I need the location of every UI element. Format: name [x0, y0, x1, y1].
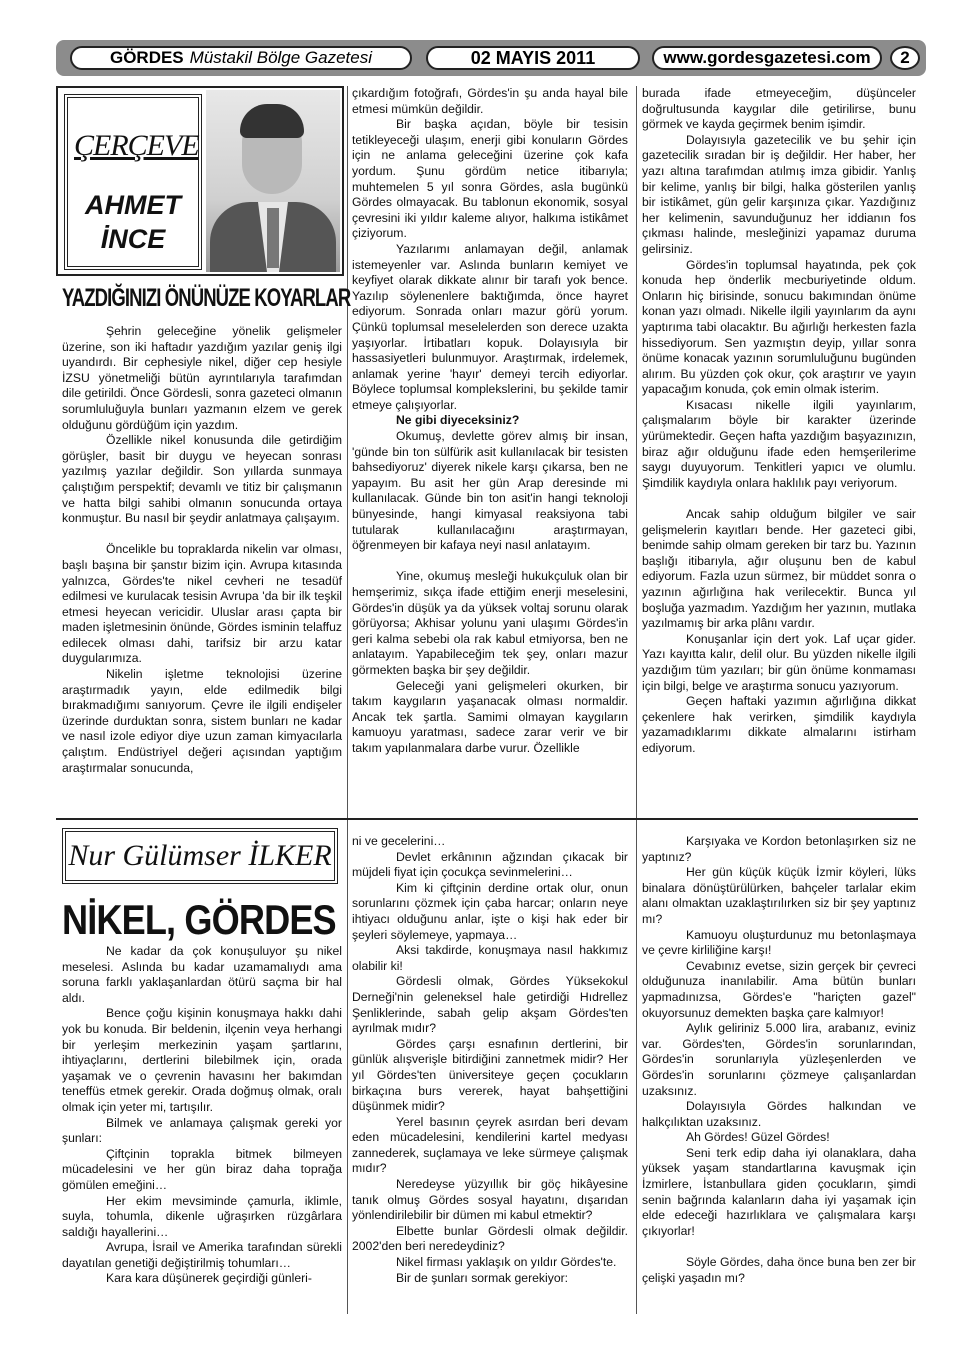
paragraph: çıkardığım fotoğrafı, Gördes'in şu anda hayal bile etmesi mümkün değildir.	[352, 86, 628, 116]
paragraph: Geçen haftaki yazımın ağırlığına dikkat çekenlere hak verirken, şimdilik kaydıyla yazamadıklarımı dikkate almalarını istirham ediyorum.	[642, 694, 916, 755]
paper-name: GÖRDES	[109, 48, 184, 67]
paragraph: Öncelikle bu topraklarda nikelin var olması, başlı başına bir şanstır bizim için. Avrupa kıtasında yalnızca, Gördes'te nikel cevheri ne tesadüf edilmesi ve kurulacak tesisin Avrupa 'da bir ilk teşkil etmesi heyecan vericidir. Uluslar arası çapta bir maden işletmesinin önünde, Gördes isminin telaffuz edilecek olması dahi, tarifsiz bir arzu katar duygularımıza.	[62, 542, 342, 666]
paragraph: Bilmek ve anlamaya çalışmak gereki yor şunları:	[62, 1115, 342, 1146]
paragraph: Geleceği yani gelişmeleri okurken, bir takım kaygıların yaşanacak olması normaldir. Ancak tek şartla. Samimi olmayan kaygıların kamuoyu yaratması, sadece zarar verir ve bir takım yapılanmalara darbe vurur. Özellikle	[352, 678, 628, 755]
paragraph: Kısacası nikelle ilgili yayınlarım, çalışmalarım böyle bir karakter üzerinde yürümektedir. Geçen hafta yazdığım başyazınızın, biraz ağır olduğunu ifade eden hemşerilerime saygı duyuyorum. Tenkitleri yapıcı ve olumlu. Şimdilik kaydıyla onlara haklılık payı veriyorum.	[642, 397, 916, 490]
article2-column-2	[352, 834, 628, 1286]
paragraph: Ancak sahip olduğum bilgiler ve sair gelişmelerin kayıtları bende. Her gazeteci gibi, benimde sahip olmam gereken bir tarz bu. Yazının başlığı itibarıyla, ağır oluşunu ben de kabul ediyorum. Fazla uzun sürmez, bir müddet sonra o yazının ağırlığına hak verilecektir. Bunca yıl boşluğa yazmadım. Yazdığım her yazının, mutlaka yazılmamış bir arka plânı vardır.	[642, 507, 916, 631]
paragraph: Ah Gördes! Güzel Gördes!	[686, 1130, 830, 1145]
paragraph: ni ve gecelerini…	[352, 834, 446, 848]
article1-column-1	[62, 324, 342, 776]
website-link[interactable]: www.gordesgazetesi.com	[652, 46, 882, 70]
paragraph: Özellikle nikel konusunda dile getirdiğim görüşler, basit bir duygu ve heyecan sonrası yazılmış yazılar değildir. Son yıllarda sunmaya çalıştığım perspektif; devamlı ve titiz bir çalışmanın ve hatta bilgi sahibi olmanın sonucunda ortaya konmuştur. Bu nasıl bir şeydir anlatmaya çalışayım.	[62, 433, 342, 526]
paragraph: Yerel basının çeyrek asırdan beri devam eden mücadelesini, kendilerini kartel medyası zannederek, suçlamaya ve leke sürmeye çalışmak mıdır?	[352, 1114, 628, 1176]
article-headline: YAZDIĞINIZI ÖNÜNÜZE KOYARLAR	[62, 284, 351, 312]
paper-subtitle: Müstakil Bölge Gazetesi	[189, 48, 373, 67]
paragraph: Aylık geliriniz 5.000 lira, arabanız, eviniz var. Gördes'ten, Gördes'in sorunlarından, Gördes'in sorunlarıyla yüzleşenlerden ve Gördes'in sorunlarını çözmeye çalışanlardan uzaksınız.	[642, 1021, 916, 1098]
paragraph: Bir başka açıdan, böyle bir tesisin tetikleyeceği ulaşım, enerji gibi konuların Gördes için ne anlama geleceğini üzerine çok kafa yordum. Şunu gördüm netice itibarıyla; muhtemelen 5 yıl sonra Gördes, asla bugünkü Gördes olmayacak. Bu tablonun ekonomik, sosyal çevresini iki yıldır kaleme alıyor, halkıma istikâmet çiziyorum.	[352, 117, 628, 241]
paragraph: burada ifade etmeyeceğim, düşünceler doğrultusunda kaygılar dile getirilirse, bunu görmek ve kayda geçirmek benim işimdir.	[642, 86, 916, 132]
paragraph: Söyle Gördes, daha önce buna ben zer bir çelişki yaşadın mı?	[642, 1255, 916, 1285]
author-byline: Nur Gülümser İLKER	[62, 828, 338, 884]
article2-column-3	[642, 834, 916, 1286]
paragraph: Konuşanlar için dert yok. Laf uçar gider. Yazı kayıtta kalır, delil olur. Bu yüzden nikelle ilgili yazdığım tüm yazıları; bir gün önüme konmaması için bilgi, belge ve araştırma sonucu yazıyorum.	[642, 631, 916, 693]
masthead-bar	[56, 40, 926, 76]
paragraph: Kamuoyu oluşturdunuz mu betonlaşmaya ve çevre kirliliğine karşı!	[642, 927, 916, 958]
paragraph: Yine, okumuş mesleği hukukçuluk olan bir hemşerimiz, sıkça ifade ettiğim enerji meselesini, Gördes'in düşük ya da yüksek voltaj sorunu olarak görüyorsa; Akhisar yolunu yani ulaşımı Gördes'in geri kalma sebebi ola rak kabul etmiyorsa, ben ne anlatayım. Yapabileceğim tek şey, onları mazur görmekten başka bir şey değildir.	[352, 569, 628, 677]
article2-column-1	[62, 944, 342, 1287]
paragraph: Ne kadar da çok konuşuluyor şu nikel meselesi. Aslında bu kadar uzamamalıydı ama soruna farklı yaklaşanlardan ötürü saçma bir hal aldı.	[62, 944, 342, 1005]
paragraph: Karşıyaka ve Kordon betonlaşırken siz ne yaptınız?	[642, 834, 916, 864]
paper-name-pill	[70, 46, 412, 70]
author-name: AHMET İNCE	[85, 190, 181, 254]
paragraph: Gördes çarşı esnafının dertlerini, bir günlük alışverişle bitirdiğini zannetmek midir? Her yıl Gördes'ten üniversiteye geçen çocukların birkaçına burs vererek, hayat bahşettiğini düşünmek midir?	[352, 1036, 628, 1114]
section-divider	[56, 818, 918, 820]
paragraph: Şehrin geleceğine yönelik gelişmeler üzerine, son iki haftadır yazdığım yazılar geniş ilgi uyandırdı. Bir cephesiyle nikel, diğer cep hesiyle İZSU yönetmeliği bütün ayrıntılarıyla tarafımdan dile getirildi. Önce Gördesli, sonra gazeteci olmanın sorumluluğuyla bunları yazmanın elzem ve gerek olduğunu gördüğüm için yazdım.	[62, 324, 342, 432]
paragraph: Her gün küçük küçük İzmir köyleri, lüks binalara dönüştürülürken, bahçeler tarlalar ekim alanı olmaktan uzaklaştırılırken siz bir şey yaptınız mı?	[642, 865, 916, 926]
paragraph: Aksi takdirde, konuşmaya nasıl hakkımız olabilir ki!	[352, 943, 628, 973]
paragraph: Kim ki çiftçinin derdine ortak olur, onun sorunlarını çözmek için çaba harcar; onların neye ihtiyacı olduğunu anlar, işte o kişi hak eder bir şeyleri söylemeye, yapmaya…	[352, 880, 628, 942]
paragraph: Cevabınız evetse, sizin gerçek bir çevreci olduğunuza inanılabilir. Ama bütün bunları yapmadınızsa, Gördes'e "hariçten gazel" okuyorsunuz demekten başka çare kalmıyor!	[642, 958, 916, 1020]
column-divider	[636, 86, 637, 1314]
paragraph: Gördesli olmak, Gördes Yüksekokul Derneği'nin geleneksel hale getirdiği Hıdrellez Şenliklerinde, sabah gelip akşam Gördes'ten ayrılmak mıdır?	[352, 974, 628, 1036]
paragraph: Çiftçinin toprakla bitmek bilmeyen mücadelesini ve her gün biraz daha toprağa gömülen emeğini…	[62, 1146, 342, 1192]
article-headline: NİKEL, GÖRDES	[62, 896, 336, 943]
subheading: Ne gibi diyeceksiniz?	[396, 413, 520, 428]
paragraph: Bir de şunları sormak gerekiyor:	[396, 1270, 569, 1285]
paragraph: Gördes'in toplumsal hayatında, pek çok konuda hep önderlik mecburiyetinde oldum. Onların hiç birisinde, sonucu bakımından önüme konan yazı olmadı. Nikelle ilgili yayınlarım da aynı yaptırıma tabi olacaktır. Bu ağırlığı herkesten fazla hissediyorum. Sen yazmıştın deyip, yıllar sonra önüme konacak yazının sorumluluğunu bugünden alırım. Bu yüzden çok okur, çok araştırır ve yayın yapacağım konuda, çok emin olmak isterim.	[642, 257, 916, 397]
paragraph: Devlet erkânının ağzından çıkacak bir müjdeli fiyat için çocukça sevinmelerini…	[352, 849, 628, 880]
issue-date: 02 MAYIS 2011	[426, 46, 640, 70]
paragraph: Dolayısıyla gazetecilik ve bu şehir için gazetecilik sıradan bir iş değildir. Her haber, her yazı altına tarafımdan atılmış imza gibidir. Yanlış bir kelime, yanlış bir bilgi, halka gösterilen yanlış bir istikâmet, gün gelir karşınıza çıkar. Yazdığınız her kelimenin, savunduğunuz her iddianın fos çıkması halinde, mesleğinizi yapamaz duruma gelirsiniz.	[642, 132, 916, 256]
paragraph: Yazılarımı anlamayan değil, anlamak istemeyenler var. Aslında bunların kemiyet ve keyfiyet olarak dikkate alınır bir tarafı yok bence. Yazılıp söylenenlere baktığımda, önce hayret ediyorum. Sonrada onları mazur görü yorum. Çünkü toplumsal meselelerden son derece uzakta yaşıyorlar. İrtibatları kopuk. Dolayısıyla bir hassasiyetleri bulunmuyor. Araştırmak, irdelemek, anlamak yerine 'hayır' demeyi tercih ediyorlar. Böylece toplumsal komplekslerini, bu şekilde tamir etmeye çalışıyorlar.	[352, 241, 628, 412]
paragraph: Neredeyse yüzyıllık bir göç hikâyesine tanık olmuş Gördes sosyal hayatını, dışarıdan yönlendirilebilir bir dümen mi kabul etmektir?	[352, 1177, 628, 1223]
author-photo	[206, 90, 340, 272]
paragraph: Elbette bunlar Gördesli olmak değildir. 2002'den beri neredeydiniz?	[352, 1223, 628, 1254]
paragraph: Kara kara düşünerek geçirdiği günleri-	[106, 1271, 312, 1286]
paragraph: Okumuş, devlette görev almış bir insan, 'günde bin ton sülfürik asit kullanılacak bir tesisten bahsediyoruz' diyerek nikele karşı çıkarsa, ben ne yapayım. Bu asit her gün Arap deresinde mi kullanılacak. Günde bin ton asit'in hangi teknoloji bünyesinde, hangi kimyasal reaksiyona tabi tutularak kullanılacağını araştırmayan, öğrenmeyen bir kafaya neyi nasıl anlatayım.	[352, 429, 628, 553]
paragraph: Bence çoğu kişinin konuşmaya hakkı dahi yok bu konuda. Bir beldenin, ilçenin veya herhangi bir yerleşim merkezinin yaşam şartlarını, ihtiyaçlarını, dertlerini bilebilmek için, orada yaşamak ve o çevrenin havasını her bakımdan teneffüs etmek gerekir. Orada doğmuş olmak, oralı olmak için yeter mi, tartışılır.	[62, 1006, 342, 1114]
paragraph: Seni terk edip daha iyi olanaklara, daha yüksek yaşam standartlarına kavuşmak için İzmirlere, İstanbullara giden çocukların, şimdi senin bağrında kalanların daha iyi yaşamak için elde edeceği hazırlıklara ve çalışmalara karşı çıkıyorlar!	[642, 1145, 916, 1238]
paragraph: Nikelin işletme teknolojisi üzerine araştırmadık yayın, elde edilmedik bilgi bırakmadığımı sanıyorum. Çevre ile ilgili endişeler üzerinde durduktan sonra, sistem bunları ne kadar ve nasıl izole ediyor diye uzun zaman kimyacılarla çalıştım. Endüstriyel değeri açısından yaptığım araştırmalar sonucunda,	[62, 667, 342, 775]
column-label-box	[64, 94, 202, 270]
article1-column-3	[642, 86, 916, 757]
article1-column-2	[352, 86, 628, 757]
paragraph: Dolayısıyla Gördes halkından ve halkçılıktan uzaksınız.	[642, 1099, 916, 1129]
page-number: 2	[890, 46, 920, 70]
column-divider	[347, 86, 348, 1314]
column-name: ÇERÇEVE	[74, 129, 199, 162]
paragraph: Nikel firması yaklaşık on yıldır Gördes'te.	[396, 1255, 617, 1270]
paragraph: Her ekim mevsiminde çamurla, iklimle, suyla, tohumla, dikenle uğraşırken rüzgârlara saldığı hayallerini…	[62, 1193, 342, 1239]
author-box	[56, 86, 344, 276]
paragraph: Avrupa, İsrail ve Amerika tarafından sürekli dayatılan genetiği değiştirilmiş tohumları…	[62, 1240, 342, 1270]
